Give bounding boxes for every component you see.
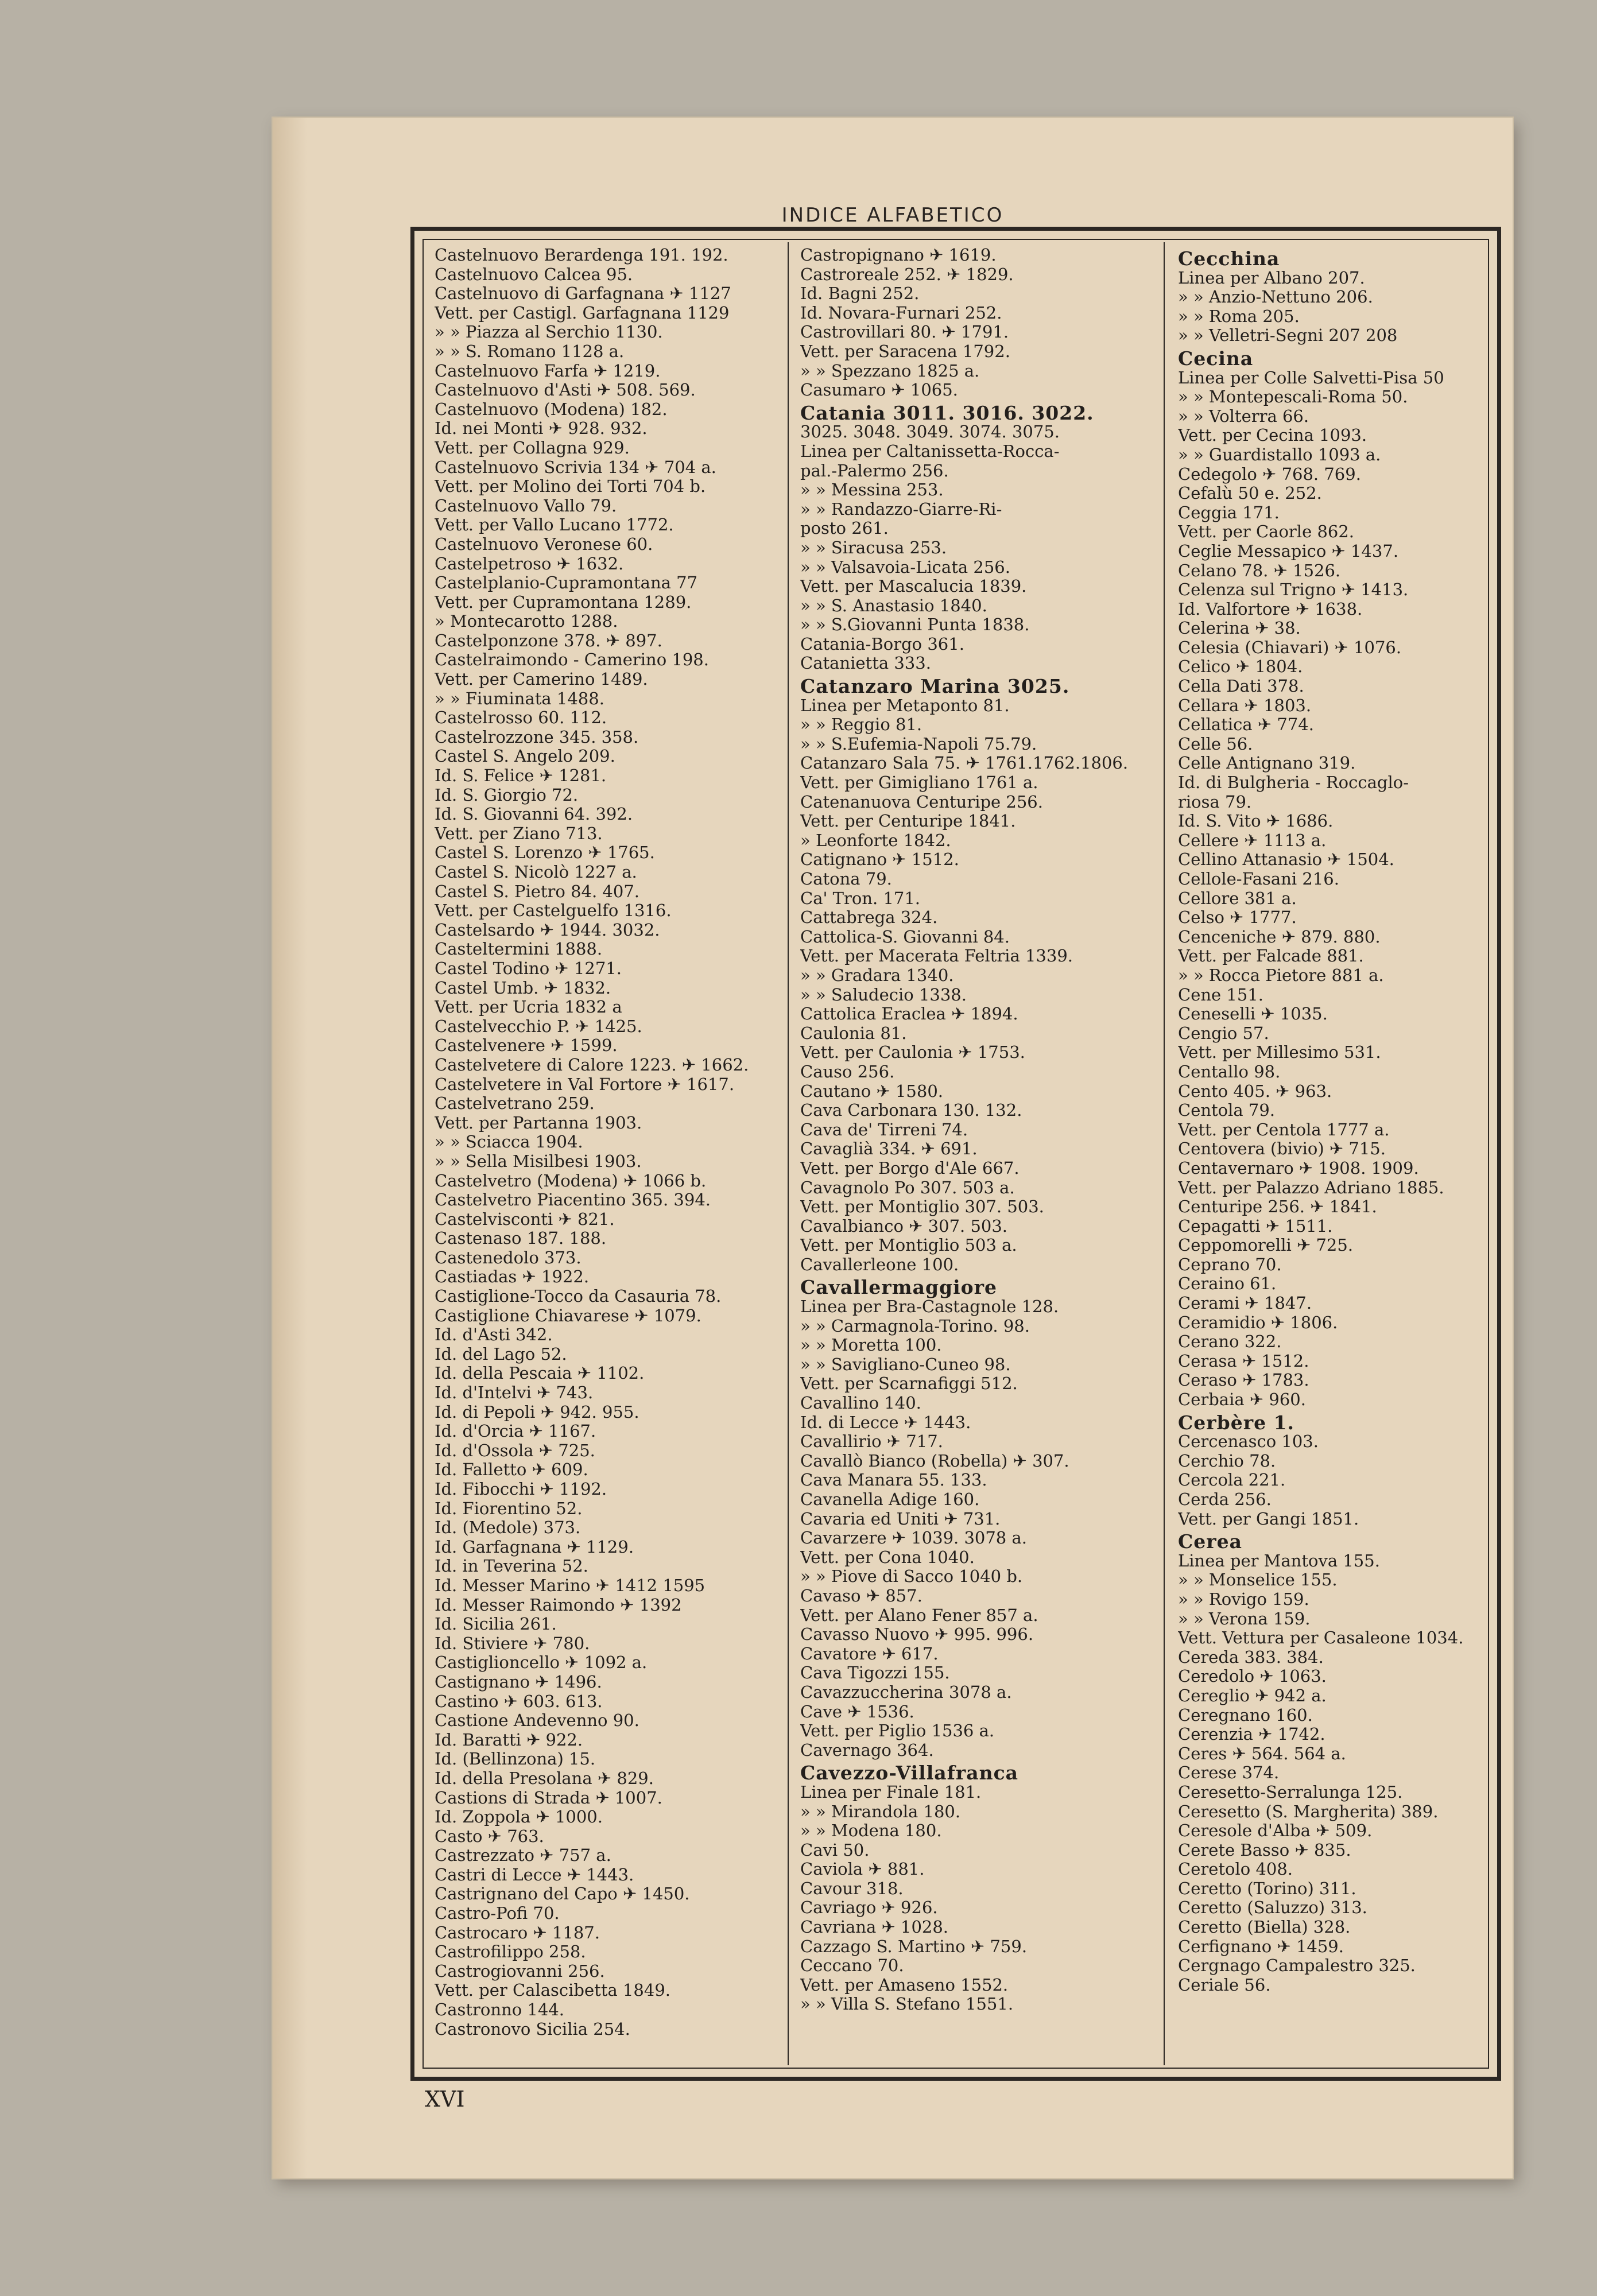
index-entry: Celle 56. (1178, 734, 1253, 754)
index-entry: Id. S. Giovanni 64. 392. (435, 804, 633, 824)
index-entry: » » Mirandola 180. (800, 1801, 961, 1821)
index-entry: Linea per Finale 181. (800, 1782, 982, 1802)
index-entry: » » S. Romano 1128 a. (435, 341, 625, 361)
index-entry: Castronovo Sicilia 254. (435, 2019, 630, 2039)
index-entry: Catenanuova Centuripe 256. (800, 792, 1043, 812)
index-entry: » » Volterra 66. (1178, 406, 1309, 426)
index-entry: » » S. Anastasio 1840. (800, 595, 987, 615)
index-entry: Vett. per Mascalucia 1839. (800, 576, 1027, 596)
index-entry: Ceglie Messapico ✈ 1437. (1178, 541, 1399, 561)
index-entry: Vett. per Ziano 713. (435, 823, 603, 843)
index-entry: Ceresole d'Alba ✈ 509. (1178, 1821, 1373, 1841)
index-entry: Castino ✈ 603. 613. (435, 1691, 603, 1711)
index-entry: Cellole-Fasani 216. (1178, 869, 1339, 889)
index-entry: » » Sciacca 1904. (435, 1132, 583, 1152)
index-entry: Id. Baratti ✈ 922. (435, 1729, 583, 1750)
index-entry: » » Sella Misilbesi 1903. (435, 1151, 642, 1171)
index-entry: Catona 79. (800, 869, 892, 889)
index-entry: Id. Bagni 252. (800, 284, 920, 304)
index-entry: Castelnuovo di Garfagnana ✈ 1127 (435, 284, 731, 304)
index-entry: Vett. per Castigl. Garfagnana 1129 (435, 302, 730, 323)
index-entry: Vett. per Vallo Lucano 1772. (435, 515, 674, 535)
index-entry: Cecina (1178, 347, 1254, 370)
index-entry: Celenza sul Trigno ✈ 1413. (1178, 580, 1409, 600)
index-entry: Cavanella Adige 160. (800, 1490, 980, 1509)
index-entry: » » Guardistallo 1093 a. (1178, 444, 1381, 464)
index-entry: Castelnuovo Scrivia 134 ✈ 704 a. (435, 457, 716, 477)
index-entry: Id. S. Felice ✈ 1281. (435, 766, 607, 786)
index-entry: Id. del Lago 52. (435, 1344, 567, 1364)
index-entry: Vett. per Montiglio 307. 503. (800, 1197, 1044, 1217)
document-page (273, 118, 1513, 2178)
index-entry: Cene 151. (1178, 984, 1263, 1004)
index-entry: Castel S. Angelo 209. (435, 746, 615, 766)
index-entry: Id. di Bulgheria - Roccaglo- (1178, 773, 1409, 793)
index-entry: » » Siracusa 253. (800, 537, 947, 557)
index-entry: Cenceniche ✈ 879. 880. (1178, 926, 1381, 947)
index-entry: Ceretto (Saluzzo) 313. (1178, 1898, 1367, 1918)
index-entry: » » Roma 205. (1178, 306, 1300, 326)
index-entry: Cavaso ✈ 857. (800, 1585, 922, 1605)
index-entry: Cavezzo-Villafranca (800, 1762, 1019, 1785)
index-entry: Cavernago 364. (800, 1740, 934, 1760)
index-entry: Ceccano 70. (800, 1956, 904, 1976)
index-entry: Vett. per Calascibetta 1849. (435, 1980, 670, 2000)
index-entry: Cella Dati 378. (1178, 676, 1304, 696)
index-entry: Centola 79. (1178, 1100, 1276, 1120)
index-entry: Vett. per Centuripe 1841. (800, 811, 1016, 831)
index-entry: Castrignano del Capo ✈ 1450. (435, 1884, 690, 1904)
index-entry: Castelvisconti ✈ 821. (435, 1209, 615, 1229)
index-entry: Castions di Strada ✈ 1007. (435, 1787, 662, 1808)
index-entry: » » Reggio 81. (800, 715, 922, 735)
index-entry: Cavour 318. (800, 1878, 904, 1898)
index-entry: Cerasa ✈ 1512. (1178, 1351, 1309, 1371)
index-entry: Id. Valfortore ✈ 1638. (1178, 599, 1363, 619)
index-entry: Linea per Caltanissetta-Rocca- (800, 441, 1060, 461)
index-entry: Cavallerleone 100. (800, 1254, 959, 1274)
index-entry: Cedegolo ✈ 768. 769. (1178, 464, 1361, 484)
index-entry: Cerete Basso ✈ 835. (1178, 1840, 1351, 1860)
index-entry: posto 261. (800, 518, 889, 538)
index-entry: Castelponzone 378. ✈ 897. (435, 630, 662, 650)
index-entry: » » Randazzo-Giarre-Ri- (800, 499, 1002, 519)
index-entry: Id. d'Intelvi ✈ 743. (435, 1383, 594, 1403)
index-entry: Celle Antignano 319. (1178, 753, 1356, 773)
index-entry: » » Velletri-Segni 207 208 (1178, 325, 1398, 346)
index-entry: Vett. per Castelguelfo 1316. (435, 901, 672, 921)
index-entry: Castenaso 187. 188. (435, 1228, 607, 1248)
index-entry: Cerchio 78. (1178, 1450, 1276, 1471)
index-entry: Cautano ✈ 1580. (800, 1081, 943, 1101)
index-entry: Vett. per Gimigliano 1761 a. (800, 773, 1038, 793)
index-entry: Cepagatti ✈ 1511. (1178, 1216, 1333, 1236)
index-entry: Castronno 144. (435, 2000, 564, 2020)
index-entry: Cerano 322. (1178, 1332, 1282, 1352)
index-entry: Id. Messer Raimondo ✈ 1392 (435, 1595, 682, 1615)
index-entry: » » Gradara 1340. (800, 965, 954, 985)
index-entry: Cavarzere ✈ 1039. 3078 a. (800, 1528, 1027, 1548)
index-entry: Id. Stiviere ✈ 780. (435, 1633, 590, 1653)
index-column-2 (800, 246, 1152, 2066)
index-entry: Ceriale 56. (1178, 1975, 1271, 1995)
index-entry: Castrezzato ✈ 757 a. (435, 1845, 611, 1865)
index-entry: Vett. per Partanna 1903. (435, 1112, 642, 1133)
index-entry: Castrocaro ✈ 1187. (435, 1922, 600, 1942)
index-entry: Ceretto (Torino) 311. (1178, 1878, 1356, 1898)
index-entry: Id. (Bellinzona) 15. (435, 1749, 596, 1769)
index-entry: Ceppomorelli ✈ 725. (1178, 1235, 1354, 1255)
index-entry: Cattabrega 324. (800, 907, 938, 928)
index-entry: Cergnago Campalestro 325. (1178, 1956, 1416, 1976)
index-entry: Castelnuovo Vallo 79. (435, 495, 617, 515)
index-entry: » » Rocca Pietore 881 a. (1178, 965, 1384, 985)
index-entry: Cava de' Tirreni 74. (800, 1119, 968, 1139)
index-entry: Castelrozzone 345. 358. (435, 727, 639, 747)
index-entry: Cerami ✈ 1847. (1178, 1293, 1312, 1313)
index-entry: Vett. per Saracena 1792. (800, 341, 1010, 361)
index-entry: Ceraino 61. (1178, 1274, 1277, 1294)
index-entry: Cavatore ✈ 617. (800, 1643, 939, 1663)
index-entry: Cavi 50. (800, 1840, 870, 1860)
index-entry: Vett. per Camerino 1489. (435, 669, 648, 689)
index-entry: Cavagnolo Po 307. 503 a. (800, 1177, 1015, 1197)
index-entry: Castrogiovanni 256. (435, 1961, 605, 1981)
index-entry: Castro-Pofi 70. (435, 1903, 560, 1923)
index-entry: Castelvetere di Calore 1223. ✈ 1662. (435, 1054, 749, 1075)
index-entry: Vett. per Caulonia ✈ 1753. (800, 1042, 1025, 1062)
index-entry: Cereglio ✈ 942 a. (1178, 1685, 1327, 1705)
index-entry: Ceredolo ✈ 1063. (1178, 1666, 1327, 1686)
index-entry: Castelnuovo Berardenga 191. 192. (435, 246, 728, 265)
page-number: XVI (425, 2086, 465, 2112)
index-entry: Castelnuovo d'Asti ✈ 508. 569. (435, 380, 696, 400)
index-entry: » » Carmagnola-Torino. 98. (800, 1316, 1030, 1336)
index-entry: Castiglione Chiavarese ✈ 1079. (435, 1305, 701, 1325)
index-entry: » » Piazza al Serchio 1130. (435, 322, 663, 342)
index-entry: Cavriana ✈ 1028. (800, 1917, 949, 1937)
index-entry: Vett. per Scarnafiggi 512. (800, 1374, 1018, 1394)
index-entry: Castione Andevenno 90. (435, 1711, 639, 1731)
index-entry: Vett. per Alano Fener 857 a. (800, 1605, 1038, 1625)
index-entry: Cava Carbonara 130. 132. (800, 1100, 1022, 1120)
index-entry: Id. di Lecce ✈ 1443. (800, 1412, 971, 1432)
index-entry: » » Verona 159. (1178, 1608, 1311, 1628)
index-entry: Ceraso ✈ 1783. (1178, 1370, 1309, 1390)
index-entry: Vett. per Molino dei Torti 704 b. (435, 476, 706, 497)
index-entry: Linea per Bra-Castagnole 128. (800, 1297, 1059, 1317)
index-entry: Ceregnano 160. (1178, 1705, 1313, 1725)
index-entry: Id. della Presolana ✈ 829. (435, 1768, 654, 1788)
index-entry: Cellara ✈ 1803. (1178, 695, 1312, 715)
index-entry: » » Spezzano 1825 a. (800, 360, 980, 381)
index-entry: Castelraimondo - Camerino 198. (435, 650, 709, 670)
index-entry: Id. Messer Marino ✈ 1412 1595 (435, 1575, 706, 1595)
index-entry: Centavernaro ✈ 1908. 1909. (1178, 1158, 1419, 1178)
index-entry: Castiadas ✈ 1922. (435, 1267, 590, 1287)
index-column-3 (1178, 246, 1491, 2066)
index-entry: Castropignano ✈ 1619. (800, 246, 997, 265)
index-entry: Id. della Pescaia ✈ 1102. (435, 1363, 645, 1383)
index-entry: Id. d'Orcia ✈ 1167. (435, 1421, 596, 1441)
index-entry: Vett. per Collagna 929. (435, 437, 630, 457)
index-entry: » » Saludecio 1338. (800, 984, 967, 1004)
index-entry: Ca' Tron. 171. (800, 888, 921, 908)
index-entry: Ceprano 70. (1178, 1254, 1282, 1274)
index-entry: Vett. per Palazzo Adriano 1885. (1178, 1177, 1444, 1197)
index-entry: Id. (Medole) 373. (435, 1518, 581, 1538)
index-entry: Caulonia 81. (800, 1023, 907, 1043)
index-entry: Caviola ✈ 881. (800, 1859, 925, 1879)
index-entry: Casumaro ✈ 1065. (800, 380, 958, 400)
index-entry: Cavallirio ✈ 717. (800, 1432, 943, 1452)
index-entry: Cecchina (1178, 247, 1280, 270)
index-entry: Cava Manara 55. 133. (800, 1470, 987, 1490)
index-entry: Castelvetro (Modena) ✈ 1066 b. (435, 1170, 707, 1190)
index-entry: Catania 3011. 3016. 3022. (800, 401, 1094, 424)
index-entry: Ceres ✈ 564. 564 a. (1178, 1743, 1346, 1763)
index-entry: Vett. per Cona 1040. (800, 1547, 975, 1567)
index-entry: Castignano ✈ 1496. (435, 1671, 602, 1692)
index-entry: Castiglione-Tocco da Casauria 78. (435, 1286, 722, 1306)
index-entry: Castelnuovo (Modena) 182. (435, 399, 668, 419)
index-entry: » » S.Giovanni Punta 1838. (800, 615, 1030, 635)
index-entry: Cavallermaggiore (800, 1276, 998, 1299)
index-entry: Castelvetro Piacentino 365. 394. (435, 1190, 711, 1210)
index-entry: Castelnuovo Farfa ✈ 1219. (435, 360, 661, 381)
index-entry: Cellere ✈ 1113 a. (1178, 830, 1327, 850)
index-entry: Castelrosso 60. 112. (435, 708, 607, 728)
index-entry: Castel Todino ✈ 1271. (435, 958, 622, 978)
running-head: INDICE ALFABETICO (781, 204, 1004, 227)
index-entry: 3025. 3048. 3049. 3074. 3075. (800, 422, 1060, 442)
index-entry: Ceresetto (S. Margherita) 389. (1178, 1801, 1439, 1821)
index-entry: Vett. per Borgo d'Ale 667. (800, 1158, 1020, 1178)
index-entry: » » Anzio-Nettuno 206. (1178, 287, 1373, 307)
index-entry: Centuripe 256. ✈ 1841. (1178, 1197, 1377, 1217)
index-entry: Vett. Vettura per Casaleone 1034. (1178, 1628, 1464, 1648)
index-entry: Cavasso Nuovo ✈ 995. 996. (800, 1624, 1034, 1645)
index-entry: Vett. per Piglio 1536 a. (800, 1721, 995, 1741)
index-entry: Cavallò Bianco (Robella) ✈ 307. (800, 1450, 1069, 1471)
index-entry: Cerfignano ✈ 1459. (1178, 1936, 1344, 1956)
index-entry: pal.-Palermo 256. (800, 460, 949, 480)
index-entry: Vett. per Gangi 1851. (1178, 1508, 1359, 1529)
index-entry: Vett. per Millesimo 531. (1178, 1042, 1381, 1062)
index-entry: Ceggia 171. (1178, 502, 1280, 522)
index-entry: Cercola 221. (1178, 1470, 1286, 1490)
index-entry: Castenedolo 373. (435, 1247, 582, 1267)
index-entry: Cattolica Eraclea ✈ 1894. (800, 1004, 1018, 1024)
index-entry: » » Rovigo 159. (1178, 1589, 1309, 1609)
index-entry: » » Monselice 155. (1178, 1570, 1338, 1590)
index-entry: Ceresetto-Serralunga 125. (1178, 1782, 1403, 1802)
index-entry: Cavaglià 334. ✈ 691. (800, 1139, 978, 1159)
index-entry: Casteltermini 1888. (435, 939, 603, 959)
index-entry: » » Moretta 100. (800, 1335, 942, 1355)
index-entry: Id. d'Ossola ✈ 725. (435, 1440, 595, 1460)
index-entry: Catanzaro Sala 75. ✈ 1761.1762.1806. (800, 753, 1129, 773)
index-entry: Vett. per Macerata Feltria 1339. (800, 946, 1073, 966)
index-entry: Cerenzia ✈ 1742. (1178, 1724, 1325, 1744)
index-entry: » » Modena 180. (800, 1821, 942, 1841)
index-entry: Catania-Borgo 361. (800, 634, 964, 654)
index-entry: Cavaria ed Uniti ✈ 731. (800, 1508, 1001, 1529)
index-entry: Castelvetere in Val Fortore ✈ 1617. (435, 1074, 735, 1094)
index-entry: Celesia (Chiavari) ✈ 1076. (1178, 637, 1402, 657)
index-entry: Cazzago S. Martino ✈ 759. (800, 1936, 1028, 1956)
index-entry: Id. Sicilia 261. (435, 1614, 557, 1634)
index-entry: Cellino Attanasio ✈ 1504. (1178, 850, 1394, 870)
index-entry: Cavriago ✈ 926. (800, 1898, 938, 1918)
index-entry: Cavallino 140. (800, 1393, 921, 1413)
index-entry: Castiglioncello ✈ 1092 a. (435, 1653, 648, 1673)
index-entry: Vett. per Montiglio 503 a. (800, 1235, 1017, 1255)
index-entry: Cefalù 50 e. 252. (1178, 483, 1322, 503)
index-entry: Casto ✈ 763. (435, 1826, 544, 1846)
index-entry: Vett. per Amaseno 1552. (800, 1975, 1009, 1995)
index-entry: Id. d'Asti 342. (435, 1325, 553, 1345)
index-entry: Castelnuovo Veronese 60. (435, 534, 653, 554)
index-entry: Vett. per Centola 1777 a. (1178, 1119, 1390, 1139)
index-entry: Id. Zoppola ✈ 1000. (435, 1807, 603, 1827)
index-entry: Cavazzuccherina 3078 a. (800, 1682, 1012, 1702)
index-entry: Castrovillari 80. ✈ 1791. (800, 322, 1009, 342)
index-entry: Id. Falletto ✈ 609. (435, 1460, 588, 1480)
index-entry: Celano 78. ✈ 1526. (1178, 560, 1341, 580)
index-entry: riosa 79. (1178, 792, 1252, 812)
index-entry: Id. S. Giorgio 72. (435, 785, 579, 805)
index-entry: Castelvecchio P. ✈ 1425. (435, 1016, 642, 1036)
index-entry: Cavalbianco ✈ 307. 503. (800, 1216, 1008, 1236)
index-entry: Castelsardo ✈ 1944. 3032. (435, 920, 660, 940)
index-entry: » Montecarotto 1288. (435, 611, 618, 631)
index-entry: Cellore 381 a. (1178, 888, 1297, 908)
index-entry: Catanzaro Marina 3025. (800, 675, 1070, 698)
index-entry: Cereda 383. 384. (1178, 1647, 1324, 1667)
index-entry: Ceneselli ✈ 1035. (1178, 1004, 1328, 1024)
index-entry: Cellatica ✈ 774. (1178, 715, 1314, 735)
index-entry: » » Montepescali-Roma 50. (1178, 387, 1408, 407)
index-entry: Celso ✈ 1777. (1178, 907, 1297, 928)
index-entry: Cava Tigozzi 155. (800, 1663, 950, 1683)
index-entry: Causo 256. (800, 1061, 895, 1081)
index-entry: Cave ✈ 1536. (800, 1701, 914, 1721)
index-entry: Id. in Teverina 52. (435, 1556, 588, 1576)
index-entry: Linea per Albano 207. (1178, 267, 1365, 288)
index-entry: Celerina ✈ 38. (1178, 618, 1301, 638)
index-entry: Cerea (1178, 1530, 1243, 1553)
index-entry: Castelvetrano 259. (435, 1093, 595, 1114)
index-entry: Id. Novara-Furnari 252. (800, 302, 1002, 323)
index-entry: » » Fiuminata 1488. (435, 688, 604, 708)
index-entry: Celico ✈ 1804. (1178, 657, 1303, 677)
index-entry: Catignano ✈ 1512. (800, 850, 959, 870)
index-entry: Cento 405. ✈ 963. (1178, 1081, 1332, 1101)
index-entry: Id. nei Monti ✈ 928. 932. (435, 418, 648, 439)
index-entry: Vett. per Caorle 862. (1178, 522, 1355, 542)
index-entry: » » Valsavoia-Licata 256. (800, 557, 1010, 577)
index-entry: Cerda 256. (1178, 1490, 1272, 1509)
index-entry: » » Villa S. Stefano 1551. (800, 1994, 1014, 2014)
index-entry: » » Messina 253. (800, 480, 944, 500)
index-entry: Id. di Pepoli ✈ 942. 955. (435, 1402, 639, 1422)
index-entry: Castel S. Pietro 84. 407. (435, 881, 639, 901)
index-entry: Castel Umb. ✈ 1832. (435, 978, 611, 998)
index-entry: Castel S. Nicolò 1227 a. (435, 862, 637, 882)
index-entry: Cengio 57. (1178, 1023, 1269, 1043)
text-frame (410, 227, 1501, 2081)
index-entry: Ceretto (Biella) 328. (1178, 1917, 1351, 1937)
index-entry: Cattolica-S. Giovanni 84. (800, 926, 1010, 947)
index-entry: Castelplanio-Cupramontana 77 (435, 573, 698, 593)
index-entry: Vett. per Falcade 881. (1178, 946, 1364, 966)
index-entry: Id. Fibocchi ✈ 1192. (435, 1479, 607, 1499)
index-entry: Linea per Colle Salvetti-Pisa 50 (1178, 367, 1444, 387)
index-entry: Vett. per Cupramontana 1289. (435, 592, 692, 612)
index-entry: Cercenasco 103. (1178, 1432, 1319, 1452)
index-entry: Linea per Metaponto 81. (800, 695, 1010, 715)
index-entry: Centallo 98. (1178, 1061, 1281, 1081)
index-entry: Castri di Lecce ✈ 1443. (435, 1864, 634, 1884)
index-entry: Castrofilippo 258. (435, 1942, 586, 1962)
index-entry: Catanietta 333. (800, 653, 931, 673)
index-entry: » » S.Eufemia-Napoli 75.79. (800, 734, 1037, 754)
index-entry: Id. Garfagnana ✈ 1129. (435, 1537, 634, 1557)
index-entry: Castelvenere ✈ 1599. (435, 1035, 618, 1056)
index-entry: Cerese 374. (1178, 1763, 1280, 1783)
index-entry: Vett. per Cecina 1093. (1178, 425, 1367, 445)
index-entry: Castelpetroso ✈ 1632. (435, 553, 624, 573)
index-entry: Linea per Mantova 155. (1178, 1550, 1380, 1570)
index-entry: » Leonforte 1842. (800, 830, 951, 850)
index-entry: Id. S. Vito ✈ 1686. (1178, 811, 1334, 831)
index-column-1 (435, 246, 779, 2066)
index-entry: Cerbaia ✈ 960. (1178, 1390, 1306, 1410)
index-entry: Centovera (bivio) ✈ 715. (1178, 1139, 1386, 1159)
index-entry: Ceramidio ✈ 1806. (1178, 1312, 1338, 1332)
index-entry: Ceretolo 408. (1178, 1859, 1293, 1879)
index-entry: Vett. per Ucria 1832 a (435, 997, 622, 1017)
index-entry: Id. Fiorentino 52. (435, 1498, 583, 1518)
index-entry: Castelnuovo Calcea 95. (435, 264, 633, 284)
index-entry: » » Savigliano-Cuneo 98. (800, 1354, 1011, 1374)
index-entry: Cerbère 1. (1178, 1411, 1295, 1434)
column-divider-2 (1164, 242, 1165, 2065)
index-entry: Castel S. Lorenzo ✈ 1765. (435, 843, 655, 863)
index-entry: Castroreale 252. ✈ 1829. (800, 264, 1014, 284)
index-entry: » » Piove di Sacco 1040 b. (800, 1566, 1023, 1587)
column-divider-1 (788, 242, 789, 2065)
